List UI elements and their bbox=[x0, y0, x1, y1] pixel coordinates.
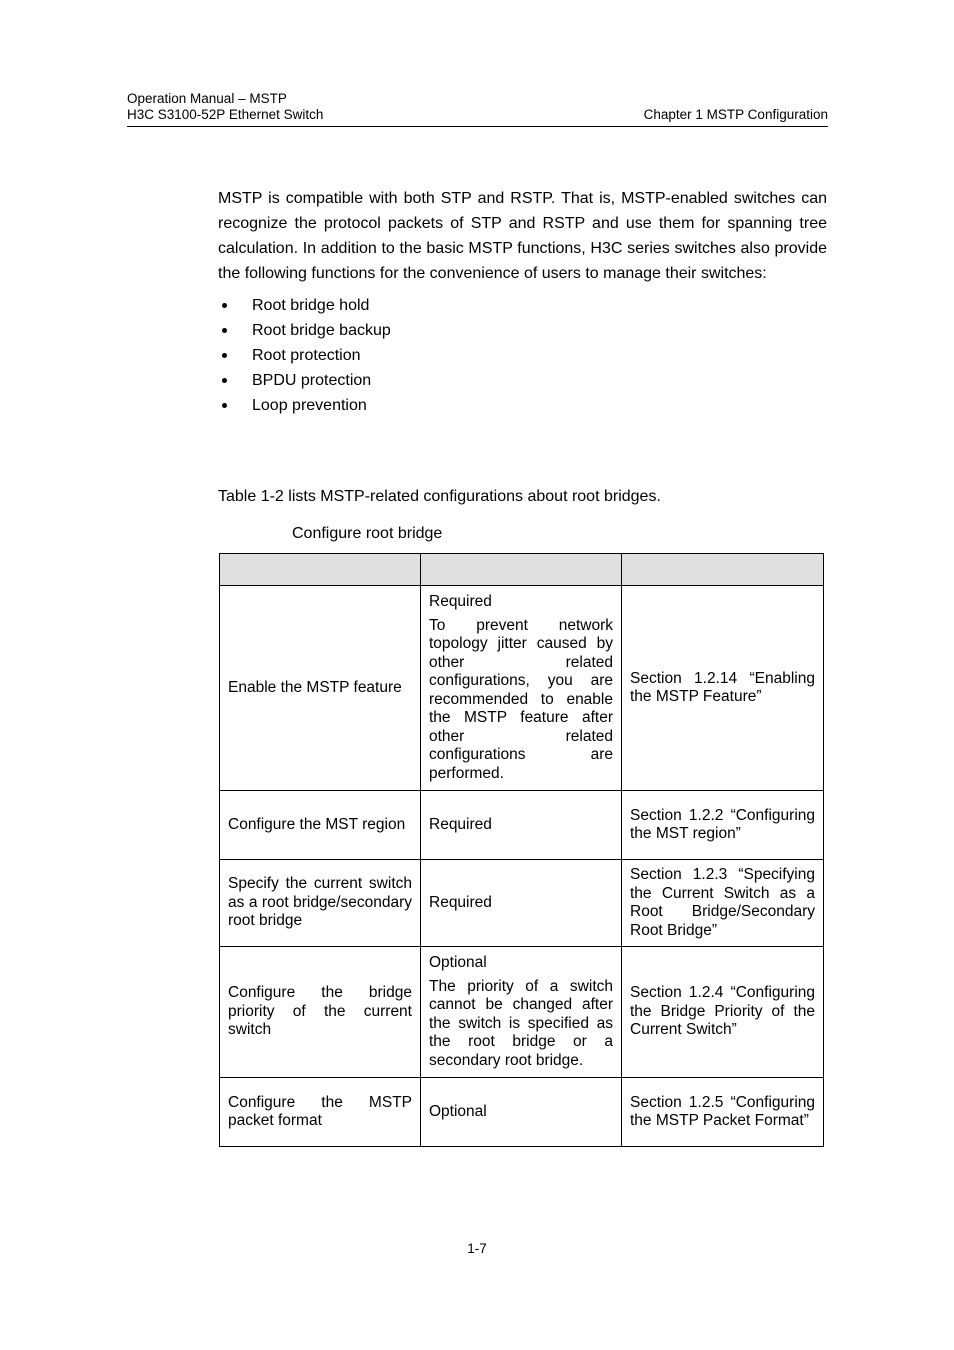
bullet-icon bbox=[222, 353, 227, 358]
table-row bbox=[220, 860, 824, 947]
list-item-label: Root bridge hold bbox=[252, 297, 370, 314]
description-cell bbox=[421, 860, 622, 947]
list-item-label: Root protection bbox=[252, 347, 361, 364]
header-left bbox=[127, 91, 323, 123]
list-item bbox=[218, 318, 391, 343]
description-cell bbox=[421, 1078, 622, 1147]
note-text: The priority of a switch cannot be changed after the switch is specified as the root bridge or a secondary root bridge. bbox=[429, 977, 613, 1069]
operation-cell: Configure the MST region bbox=[220, 791, 421, 860]
operation-cell: Specify the current switch as a root bridge/secondary root bridge bbox=[220, 860, 421, 947]
note-text: To prevent network topology jitter caused by other related configurations, you are recommended to enable the MSTP feature after other related configurations are performed. bbox=[429, 616, 613, 782]
status-text: Required bbox=[429, 815, 492, 833]
status-text: Required bbox=[429, 893, 492, 911]
status-text: Required bbox=[429, 593, 492, 610]
intro-paragraph: MSTP is compatible with both STP and RSTP. That is, MSTP-enabled switches can recognize the protocol packets of STP and RSTP and use them for spanning tree calculation. In addition to the basic MSTP functions, H3C series switches also provide the following functions for the convenience of users to manage their switches: bbox=[218, 190, 827, 282]
operation-cell: Configure the MSTP packet format bbox=[220, 1078, 421, 1147]
list-item-label: BPDU protection bbox=[252, 372, 372, 389]
description-cell bbox=[421, 791, 622, 860]
table-row bbox=[220, 791, 824, 860]
list-item bbox=[218, 368, 391, 393]
operation-cell: Enable the MSTP feature bbox=[220, 586, 421, 791]
table-row bbox=[220, 947, 824, 1078]
list-item bbox=[218, 293, 391, 318]
list-item-label: Root bridge backup bbox=[252, 322, 391, 339]
description-cell bbox=[421, 947, 622, 1078]
operation-cell: Configure the bridge priority of the current switch bbox=[220, 947, 421, 1078]
bullet-icon bbox=[222, 403, 227, 408]
list-item bbox=[218, 393, 391, 418]
column-header-description bbox=[421, 554, 622, 586]
description-cell bbox=[421, 586, 622, 791]
table-row bbox=[220, 1078, 824, 1147]
reference-cell: Section 1.2.5 “Configuring the MSTP Packet Format” bbox=[622, 1078, 824, 1147]
chapter-title: Chapter 1 MSTP Configuration bbox=[643, 107, 828, 122]
table-lead-text: Table 1-2 lists MSTP-related configurations about root bridges. bbox=[218, 488, 661, 505]
page-number: 1-7 bbox=[467, 1241, 487, 1256]
page-header bbox=[127, 90, 828, 127]
bullet-icon bbox=[222, 328, 227, 333]
manual-title: Operation Manual – MSTP bbox=[127, 91, 287, 106]
feature-list bbox=[218, 293, 391, 418]
column-header-reference bbox=[622, 554, 824, 586]
column-header-operation bbox=[220, 554, 421, 586]
reference-cell: Section 1.2.3 “Specifying the Current Switch as a Root Bridge/Secondary Root Bridge” bbox=[622, 860, 824, 947]
list-item-label: Loop prevention bbox=[252, 397, 367, 414]
table-header-row bbox=[220, 554, 824, 586]
reference-cell: Section 1.2.2 “Configuring the MST region” bbox=[622, 791, 824, 860]
root-bridge-config-table bbox=[219, 553, 824, 1147]
reference-cell: Section 1.2.14 “Enabling the MSTP Feature” bbox=[622, 586, 824, 791]
bullet-icon bbox=[222, 378, 227, 383]
reference-cell: Section 1.2.4 “Configuring the Bridge Priority of the Current Switch” bbox=[622, 947, 824, 1078]
status-text: Optional bbox=[429, 954, 487, 971]
table-row bbox=[220, 586, 824, 791]
bullet-icon bbox=[222, 303, 227, 308]
status-text: Optional bbox=[429, 1102, 487, 1120]
product-name: H3C S3100-52P Ethernet Switch bbox=[127, 107, 324, 122]
table-caption: Configure root bridge bbox=[292, 525, 443, 542]
list-item bbox=[218, 343, 391, 368]
